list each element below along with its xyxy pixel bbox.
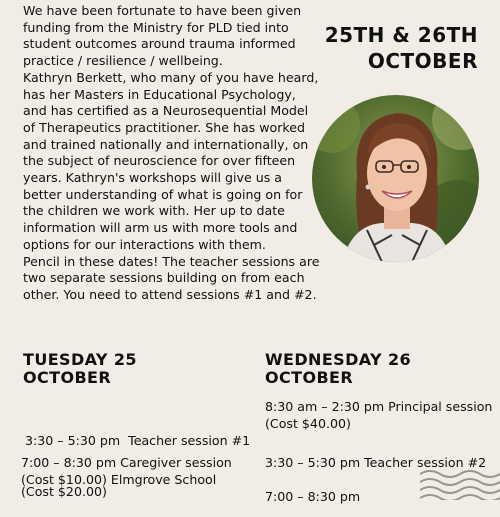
intro-paragraph-dates-note: Pencil in these dates! The teacher sessions are two separate sessions building on from each other. You need to attend sessions #1 and #2. <box>23 253 320 302</box>
dates-heading <box>325 22 478 74</box>
wednesday-heading-line1: WEDNESDAY 26 <box>265 350 412 369</box>
session-time: 7:00 – 8:30 pm <box>265 489 361 504</box>
portrait-photo-icon <box>312 95 479 262</box>
session-time: 7:00 – 8:30 pm Caregiver session <box>21 455 232 470</box>
session-cost: (Cost $40.00) <box>265 416 351 431</box>
wednesday-heading-line2: OCTOBER <box>265 368 354 387</box>
tuesday-heading-line2: OCTOBER <box>23 368 112 387</box>
wednesday-session-1 <box>265 398 492 432</box>
wednesday-heading <box>265 351 411 387</box>
tuesday-heading <box>23 351 137 387</box>
tuesday-heading-line1: TUESDAY 25 <box>23 350 137 369</box>
intro-text <box>23 3 323 304</box>
presenter-photo <box>312 95 479 262</box>
session-time: 3:30 – 5:30 pm Teacher session #1 <box>21 433 251 448</box>
tuesday-session-2 <box>21 454 232 488</box>
session-time: 8:30 am – 2:30 pm Principal session <box>265 399 493 414</box>
wednesday-session-3 <box>265 488 360 505</box>
wave-decoration-icon <box>420 460 500 500</box>
session-time: 3:30 – 5:30 pm Teacher session #2 <box>265 455 487 470</box>
session-cost: (Cost $10.00) Elmgrove School <box>21 472 217 487</box>
intro-paragraph-funding: We have been fortunate to have been given funding from the Ministry for PLD tied into student outcomes around trauma informed practice / resilience / wellbeing. <box>23 3 302 69</box>
dates-heading-line2: OCTOBER <box>367 49 478 73</box>
intro-paragraph-presenter: Kathryn Berkett, who many of you have heard, has her Masters in Educational Psychology, and has certified as a Neurosequential Model of Therapeutics practitioner. She has worked and trained nationally and internationally, on the subject of neuroscience for over fifteen years. Kathryn's workshops will give us a better understanding of what is going on for the children we work with. Her up to date information will arm us with more tools and options for our interactions with them. <box>23 69 319 252</box>
dates-heading-line1: 25TH & 26TH <box>324 23 478 47</box>
session-cost: (Cost $20.00) <box>21 484 107 499</box>
